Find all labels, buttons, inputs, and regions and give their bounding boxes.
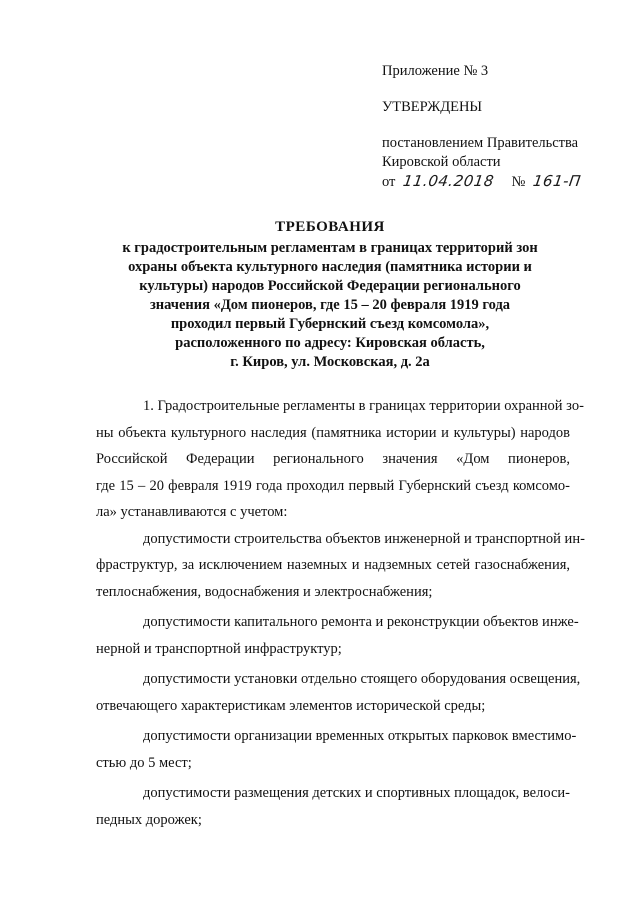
document-title [100, 218, 560, 372]
body-line: Российской Федерации регионального значения «Дом пионеров, [96, 451, 570, 467]
handwritten-number: 161-П [531, 172, 583, 190]
handwritten-date: 11.04.2018 [401, 172, 496, 190]
title-line: значения «Дом пионеров, где 15 – 20 февраля 1919 года [149, 297, 511, 313]
decree-line-1: постановлением Правительства [382, 135, 579, 151]
approved-label: УТВЕРЖДЕНЫ [382, 99, 483, 115]
decree-line-2: Кировской области [382, 154, 501, 170]
body-line: где 15 – 20 февраля 1919 года проходил первый Губернский съезд комсомо- [96, 477, 570, 494]
body-line: ла» устанавливаются с учетом: [96, 504, 288, 520]
decree-date-row [382, 172, 622, 192]
body-line: фраструктур, за исключением наземных и надземных сетей газоснабжения, [96, 557, 570, 573]
title-heading: ТРЕБОВАНИЯ [275, 219, 385, 235]
title-line: расположенного по адресу: Кировская область, [175, 335, 485, 351]
body-line: допустимости капитального ремонта и реконструкции объектов инже- [143, 614, 579, 630]
title-line: охраны объекта культурного наследия (памятника истории и [128, 259, 532, 275]
body-line: допустимости строительства объектов инженерной и транспортной ин- [143, 530, 585, 547]
body-line: допустимости установки отдельно стоящего оборудования освещения, [143, 671, 581, 687]
title-line: культуры) народов Российской Федерации регионального [139, 278, 521, 294]
body-line: ны объекта культурного наследия (памятника истории и культуры) народов [96, 424, 570, 441]
body-line: теплоснабжения, водоснабжения и электроснабжения; [96, 583, 433, 600]
body-line: стью до 5 мест; [96, 754, 192, 771]
title-line: г. Киров, ул. Московская, д. 2а [230, 354, 430, 370]
approval-block [382, 62, 622, 192]
body-line: отвечающего характеристикам элементов исторической среды; [96, 697, 486, 714]
body-line: педных дорожек; [96, 811, 202, 828]
number-label: № [511, 174, 526, 190]
body-text [96, 393, 585, 833]
title-line: проходил первый Губернский съезд комсомола», [170, 316, 490, 332]
body-line: допустимости размещения детских и спортивных площадок, велоси- [143, 785, 570, 801]
body-line: нерной и транспортной инфраструктур; [96, 640, 342, 657]
from-label: от [382, 174, 396, 190]
body-line: 1. Градостроительные регламенты в границах территории охранной зо- [143, 398, 584, 414]
appendix-label: Приложение № 3 [382, 63, 489, 79]
body-line: допустимости организации временных открытых парковок вместимо- [143, 728, 577, 744]
title-line: к градостроительным регламентам в границах территорий зон [122, 240, 538, 256]
